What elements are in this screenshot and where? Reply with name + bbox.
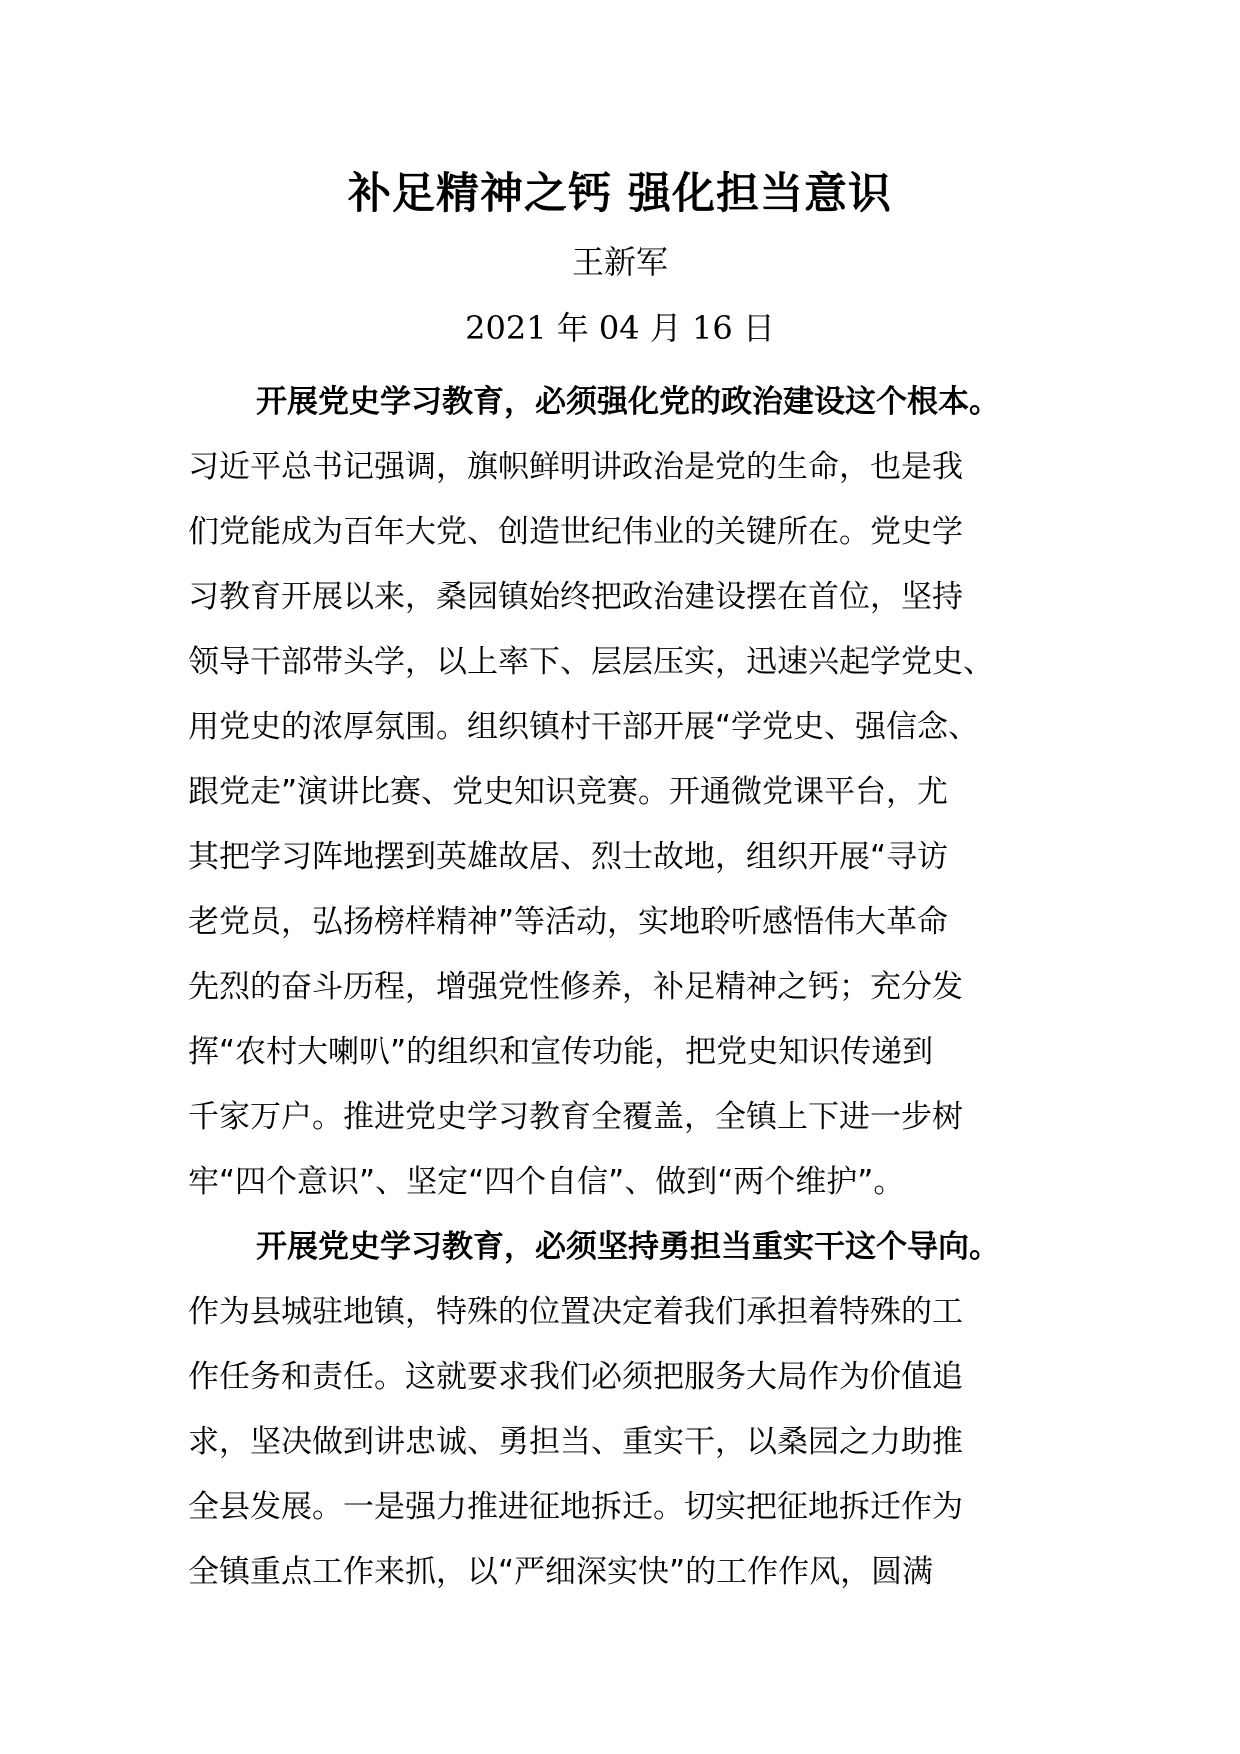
paragraph-line: 先烈的奋斗历程，增强党性修养，补足精神之钙；充分发 [188,969,963,1005]
document-body [188,370,1048,1605]
paragraph-line: 领导干部带头学，以上率下、层层压实，迅速兴起学党史、 [188,644,994,680]
paragraph-line: 老党员，弘扬榜样精神”等活动，实地聆听感悟伟大革命 [188,904,949,940]
document-author: 王新军 [571,243,668,281]
paragraph-lead: 开展党史学习教育，必须坚持勇担当重实干这个导向。 [256,1229,1000,1265]
paragraph-line: 全县发展。一是强力推进征地拆迁。切实把征地拆迁作为 [188,1489,963,1525]
paragraph-line: 们党能成为百年大党、创造世纪伟业的关键所在。党史学 [188,514,963,550]
document-title: 补足精神之钙 强化担当意识 [348,169,892,219]
paragraph-line: 习教育开展以来，桑园镇始终把政治建设摆在首位，坚持 [188,579,963,615]
paragraph-line: 作为县城驻地镇，特殊的位置决定着我们承担着特殊的工 [188,1294,963,1330]
paragraph-line: 作任务和责任。这就要求我们必须把服务大局作为价值追 [188,1359,963,1395]
paragraph-lead: 开展党史学习教育，必须强化党的政治建设这个根本。 [256,384,1000,420]
paragraph-line: 其把学习阵地摆到英雄故居、烈士故地，组织开展“寻访 [188,839,949,875]
paragraph-line: 全镇重点工作来抓，以“严细深实快”的工作作风，圆满 [188,1554,934,1590]
paragraph-line: 挥“农村大喇叭”的组织和宣传功能，把党史知识传递到 [188,1034,934,1070]
paragraph-line: 习近平总书记强调，旗帜鲜明讲政治是党的生命，也是我 [188,449,963,485]
paragraph-line: 千家万户。推进党史学习教育全覆盖，全镇上下进一步树 [188,1099,963,1135]
paragraph-line: 跟党走”演讲比赛、党史知识竞赛。开通微党课平台，尤 [188,774,949,810]
paragraph-line: 牢“四个意识”、坚定“四个自信”、做到“两个维护”。 [188,1164,905,1200]
document-date: 2021 年 04 月 16 日 [465,309,775,347]
paragraph-line: 求，坚决做到讲忠诚、勇担当、重实干，以桑园之力助推 [188,1424,963,1460]
paragraph-line: 用党史的浓厚氛围。组织镇村干部开展“学党史、强信念、 [188,709,980,745]
